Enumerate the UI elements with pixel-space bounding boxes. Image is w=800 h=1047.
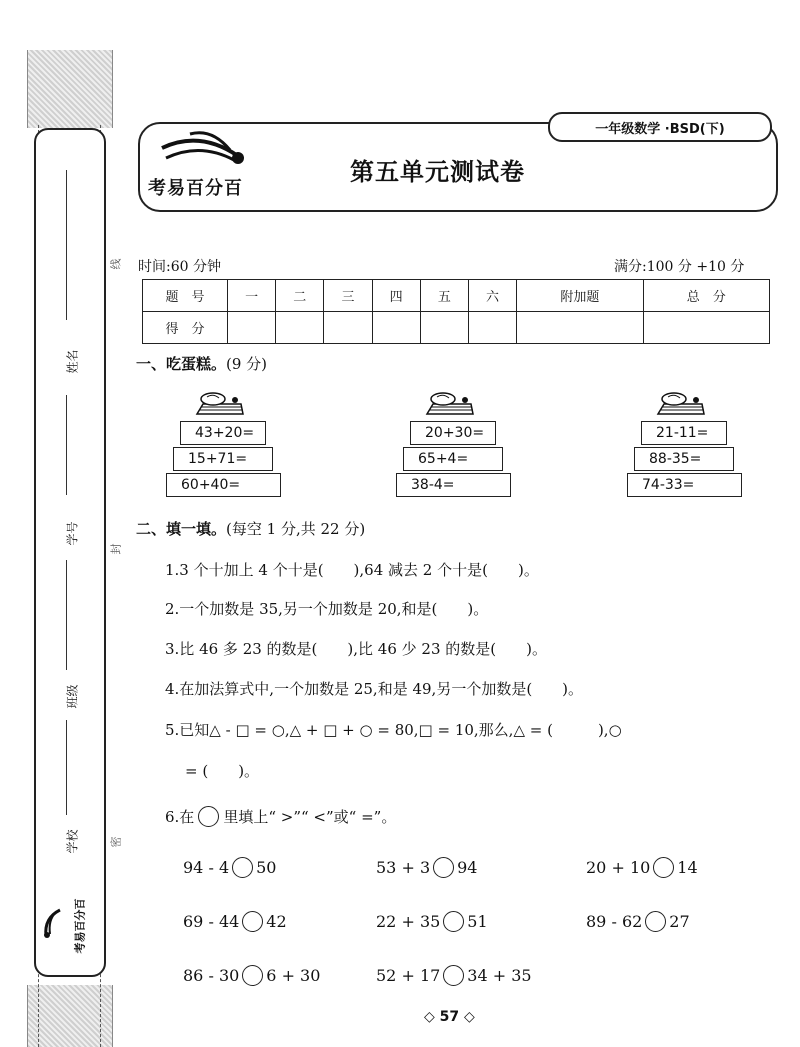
brand-name: 考易百分百	[148, 178, 243, 199]
cut-mark: 密	[109, 836, 123, 848]
time-limit: 时间:60 分钟	[138, 259, 221, 275]
section-1-title: 一、吃蛋糕。	[136, 355, 227, 373]
answer-circle[interactable]	[653, 857, 674, 878]
question-6	[165, 806, 396, 827]
question-2: 2.一个加数是 35,另一个加数是 20,和是( )。	[165, 600, 489, 618]
cake-layer[interactable]: 60+40=	[166, 473, 281, 497]
cake-icon	[193, 390, 249, 422]
table-row	[143, 280, 770, 312]
compare-left: 94 - 4	[183, 858, 230, 877]
question-3: 3.比 46 多 23 的数是( ),比 46 少 23 的数是( )。	[165, 640, 547, 658]
compare-item	[183, 965, 320, 986]
student-id-label: 学号	[65, 521, 80, 546]
answer-circle[interactable]	[443, 911, 464, 932]
cake-icon	[654, 390, 710, 422]
question-5: 5.已知△ - □ = ○,△ + □ + ○ = 80,□ = 10,那么,△ = ( ),○	[165, 721, 622, 739]
score-cell[interactable]	[372, 312, 420, 344]
compare-item	[586, 857, 698, 878]
score-table	[142, 279, 770, 344]
grade-tag: 一年级数学 ·BSD(下)	[548, 112, 772, 142]
answer-circle[interactable]	[645, 911, 666, 932]
compare-left: 20 + 10	[586, 858, 651, 877]
score-cell[interactable]	[517, 312, 643, 344]
compare-right: 14	[677, 858, 698, 877]
question-1: 1.3 个十加上 4 个十是( ),64 减去 2 个十是( )。	[165, 561, 539, 579]
compare-left: 86 - 30	[183, 966, 240, 985]
question-5-cont: = ( )。	[185, 762, 260, 780]
student-id-blank	[66, 395, 67, 495]
cake-icon	[423, 390, 479, 422]
class-label: 班级	[65, 684, 80, 709]
compare-left: 52 + 17	[376, 966, 441, 985]
name-blank	[66, 170, 67, 320]
table-header-cell: 一	[228, 280, 276, 312]
cake-layer[interactable]: 65+4=	[403, 447, 503, 471]
section-1-heading	[136, 353, 267, 374]
cake-layer[interactable]: 74-33=	[627, 473, 742, 497]
class-blank	[66, 560, 67, 670]
compare-item	[183, 857, 276, 878]
table-row-label: 得 分	[143, 312, 228, 344]
compare-left: 89 - 62	[586, 912, 643, 931]
compare-right: 51	[467, 912, 488, 931]
compare-item	[183, 911, 287, 932]
table-header-cell: 五	[420, 280, 468, 312]
binder-pattern-top	[27, 50, 113, 128]
cake-layer[interactable]: 43+20=	[180, 421, 266, 445]
table-header-cell: 四	[372, 280, 420, 312]
table-header-cell: 六	[468, 280, 516, 312]
school-label: 学校	[65, 829, 80, 854]
section-2-title: 二、填一填。	[136, 520, 227, 538]
compare-item	[376, 857, 477, 878]
compare-item	[586, 911, 690, 932]
table-header-cell: 总 分	[643, 280, 769, 312]
cake-layer[interactable]: 20+30=	[410, 421, 496, 445]
compare-right: 94	[457, 858, 478, 877]
score-cell[interactable]	[643, 312, 769, 344]
question-6-suffix: 里填上“ >”“ <”或“ =”。	[223, 808, 397, 826]
comet-logo-icon	[160, 128, 250, 172]
page-number: ◇ 57 ◇	[424, 1009, 475, 1025]
cake-layer[interactable]: 15+71=	[173, 447, 273, 471]
question-6-prefix: 6.在	[165, 808, 195, 826]
compare-item	[376, 911, 488, 932]
compare-right: 42	[266, 912, 287, 931]
circle-icon	[198, 806, 219, 827]
compare-right: 6 + 30	[266, 966, 321, 985]
answer-circle[interactable]	[232, 857, 253, 878]
page-title: 第五单元测试卷	[350, 157, 525, 186]
score-cell[interactable]	[468, 312, 516, 344]
side-brand	[38, 888, 98, 958]
cut-mark: 封	[109, 543, 123, 555]
table-header-cell: 三	[324, 280, 372, 312]
score-cell[interactable]	[420, 312, 468, 344]
answer-circle[interactable]	[443, 965, 464, 986]
table-row	[143, 312, 770, 344]
section-1-note: (9 分)	[226, 355, 268, 373]
table-header-cell: 题 号	[143, 280, 228, 312]
side-brand-text: 考易百分百	[73, 898, 87, 954]
compare-right: 34 + 35	[467, 966, 532, 985]
cake-layer[interactable]: 38-4=	[396, 473, 511, 497]
score-cell[interactable]	[228, 312, 276, 344]
answer-circle[interactable]	[242, 911, 263, 932]
school-blank	[66, 720, 67, 815]
question-4: 4.在加法算式中,一个加数是 25,和是 49,另一个加数是( )。	[165, 680, 584, 698]
score-cell[interactable]	[276, 312, 324, 344]
compare-left: 53 + 3	[376, 858, 431, 877]
compare-item	[376, 965, 532, 986]
score-cell[interactable]	[324, 312, 372, 344]
table-header-cell: 附加题	[517, 280, 643, 312]
compare-right: 50	[256, 858, 277, 877]
comet-logo-icon	[40, 908, 64, 938]
section-2-heading	[136, 518, 365, 539]
answer-circle[interactable]	[433, 857, 454, 878]
section-2-note: (每空 1 分,共 22 分)	[226, 520, 366, 538]
cake-layer[interactable]: 88-35=	[634, 447, 734, 471]
cake-layer[interactable]: 21-11=	[641, 421, 727, 445]
name-label: 姓名	[65, 349, 80, 374]
full-score: 满分:100 分 +10 分	[614, 259, 745, 275]
table-header-cell: 二	[276, 280, 324, 312]
compare-left: 69 - 44	[183, 912, 240, 931]
answer-circle[interactable]	[242, 965, 263, 986]
compare-right: 27	[669, 912, 690, 931]
cut-mark: 线	[109, 258, 123, 270]
compare-left: 22 + 35	[376, 912, 441, 931]
